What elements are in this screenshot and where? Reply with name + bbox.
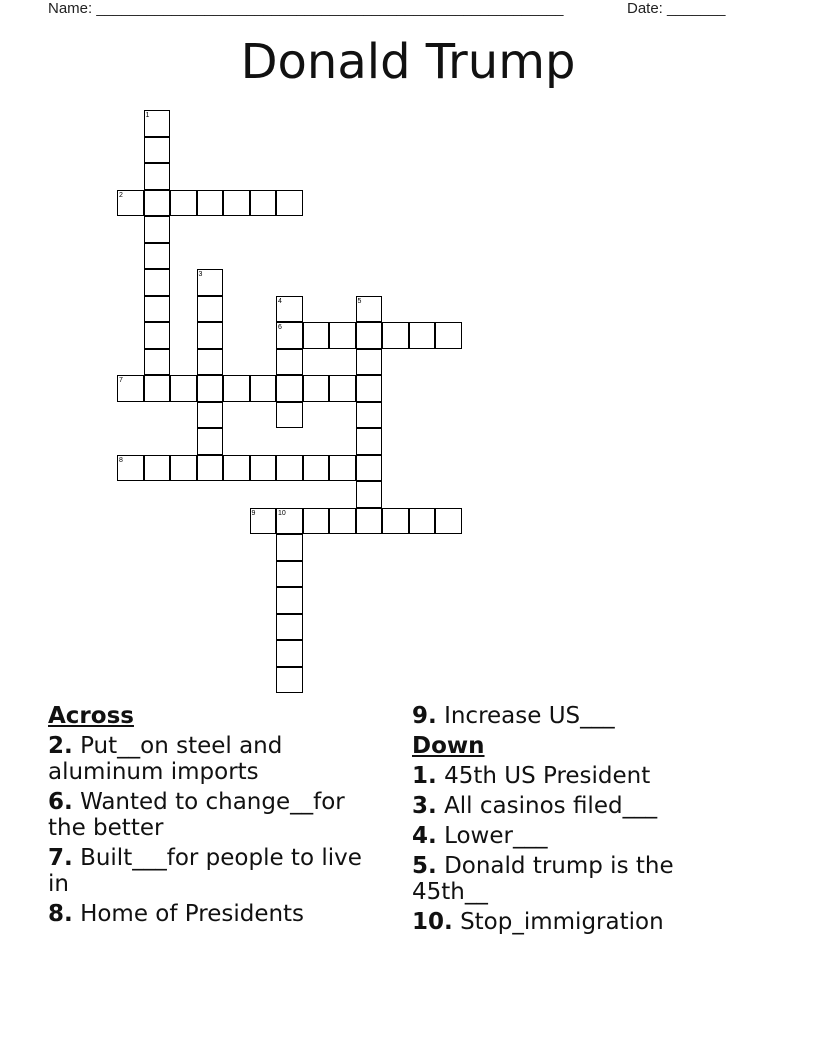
across-clue-6: [48, 789, 378, 841]
grid-cell[interactable]: [276, 640, 303, 667]
grid-cell[interactable]: [276, 561, 303, 588]
page-title: Donald Trump: [240, 34, 576, 90]
down-heading: Down: [412, 733, 485, 759]
grid-cell[interactable]: [144, 243, 171, 270]
grid-cell[interactable]: [144, 349, 171, 376]
grid-cell[interactable]: [144, 137, 171, 164]
clue-start-number: 9: [251, 509, 256, 517]
down-clue-5: [412, 853, 752, 905]
clue-start-number: 7: [119, 377, 123, 384]
clue-text: Lower___: [444, 823, 548, 849]
grid-cell[interactable]: [329, 322, 356, 349]
grid-cell[interactable]: [144, 163, 171, 190]
grid-cell[interactable]: [250, 455, 277, 482]
grid-cell[interactable]: [356, 402, 383, 429]
grid-cell[interactable]: [276, 349, 303, 376]
grid-cell[interactable]: [197, 322, 224, 349]
grid-cell[interactable]: [144, 455, 171, 482]
clue-start-number: 6: [278, 324, 282, 331]
grid-cell[interactable]: [144, 269, 171, 296]
down-clue-4: [412, 823, 752, 849]
grid-cell[interactable]: [144, 296, 171, 323]
name-field-label: Name: ________________________________________________________: [48, 0, 564, 17]
across-clue-2: [48, 733, 378, 785]
grid-cell[interactable]: [329, 455, 356, 482]
grid-cell[interactable]: [329, 375, 356, 402]
grid-cell[interactable]: [303, 455, 330, 482]
grid-cell[interactable]: [356, 455, 383, 482]
across-clue-8: [48, 901, 378, 927]
grid-cell[interactable]: [356, 375, 383, 402]
clue-number: 6.: [48, 789, 73, 815]
grid-cell[interactable]: [170, 190, 197, 217]
across-clue-9: [412, 703, 752, 729]
grid-cell[interactable]: [250, 190, 277, 217]
grid-cell[interactable]: [276, 402, 303, 429]
grid-cell[interactable]: [409, 322, 436, 349]
grid-cell[interactable]: [144, 375, 171, 402]
clue-number: 7.: [48, 845, 73, 871]
grid-cell[interactable]: [144, 216, 171, 243]
clue-text: Built___for people to live in: [48, 845, 362, 897]
grid-cell[interactable]: [276, 455, 303, 482]
clue-text: All casinos filed___: [444, 793, 658, 819]
across-heading: Across: [48, 703, 134, 729]
clue-number: 1.: [412, 763, 437, 789]
down-clue-10: [412, 909, 752, 935]
clue-start-number: 5: [357, 297, 362, 305]
grid-cell[interactable]: [250, 375, 277, 402]
grid-cell[interactable]: [223, 375, 250, 402]
grid-cell[interactable]: [303, 375, 330, 402]
grid-cell[interactable]: [356, 322, 383, 349]
grid-cell[interactable]: [276, 614, 303, 641]
grid-cell[interactable]: [197, 190, 224, 217]
clue-text: Wanted to change__for the better: [48, 789, 345, 841]
clue-start-number: 4: [278, 297, 282, 305]
grid-cell[interactable]: [382, 322, 409, 349]
clue-start-number: 3: [198, 271, 203, 278]
clue-text: 45th US President: [444, 763, 651, 789]
date-field-label: Date: _______: [627, 0, 726, 17]
grid-cell[interactable]: [144, 322, 171, 349]
grid-cell[interactable]: [356, 349, 383, 376]
grid-cell[interactable]: [223, 455, 250, 482]
grid-cell[interactable]: [382, 508, 409, 535]
clue-start-number: 10: [278, 509, 286, 517]
grid-cell[interactable]: [356, 508, 383, 535]
grid-cell[interactable]: [197, 402, 224, 429]
clue-text: Increase US___: [444, 703, 615, 729]
grid-cell[interactable]: [144, 190, 171, 217]
clue-start-number: 2: [119, 191, 123, 199]
clue-text: Donald trump is the 45th__: [412, 853, 674, 905]
across-clue-7: [48, 845, 378, 897]
grid-cell[interactable]: [170, 375, 197, 402]
grid-cell[interactable]: [170, 455, 197, 482]
clue-number: 10.: [412, 909, 453, 935]
grid-cell[interactable]: [276, 534, 303, 561]
clue-text: Stop_immigration: [460, 909, 664, 935]
grid-cell[interactable]: [223, 190, 250, 217]
clue-number: 2.: [48, 733, 73, 759]
clue-column-right: [412, 703, 752, 939]
grid-cell[interactable]: [197, 349, 224, 376]
clue-number: 9.: [412, 703, 437, 729]
grid-cell[interactable]: [276, 667, 303, 694]
grid-cell[interactable]: [356, 481, 383, 508]
grid-cell[interactable]: [329, 508, 356, 535]
clue-number: 3.: [412, 793, 437, 819]
clue-start-number: 1: [145, 112, 150, 119]
clue-text: Put__on steel and aluminum imports: [48, 733, 283, 785]
grid-cell[interactable]: [303, 508, 330, 535]
grid-cell[interactable]: [197, 375, 224, 402]
grid-cell[interactable]: [276, 375, 303, 402]
grid-cell[interactable]: [435, 322, 462, 349]
down-clue-3: [412, 793, 752, 819]
grid-cell[interactable]: [197, 455, 224, 482]
grid-cell[interactable]: [197, 428, 224, 455]
clue-number: 8.: [48, 901, 73, 927]
grid-cell[interactable]: [409, 508, 436, 535]
clue-number: 4.: [412, 823, 437, 849]
clue-text: Home of Presidents: [80, 901, 305, 927]
clue-column-left: [48, 703, 378, 931]
grid-cell[interactable]: [435, 508, 462, 535]
clue-start-number: 8: [119, 456, 123, 464]
grid-cell[interactable]: [197, 296, 224, 323]
grid-cell[interactable]: [356, 428, 383, 455]
clue-number: 5.: [412, 853, 437, 879]
down-clue-1: [412, 763, 752, 789]
grid-cell[interactable]: [276, 587, 303, 614]
grid-cell[interactable]: [303, 322, 330, 349]
grid-cell[interactable]: [276, 190, 303, 217]
